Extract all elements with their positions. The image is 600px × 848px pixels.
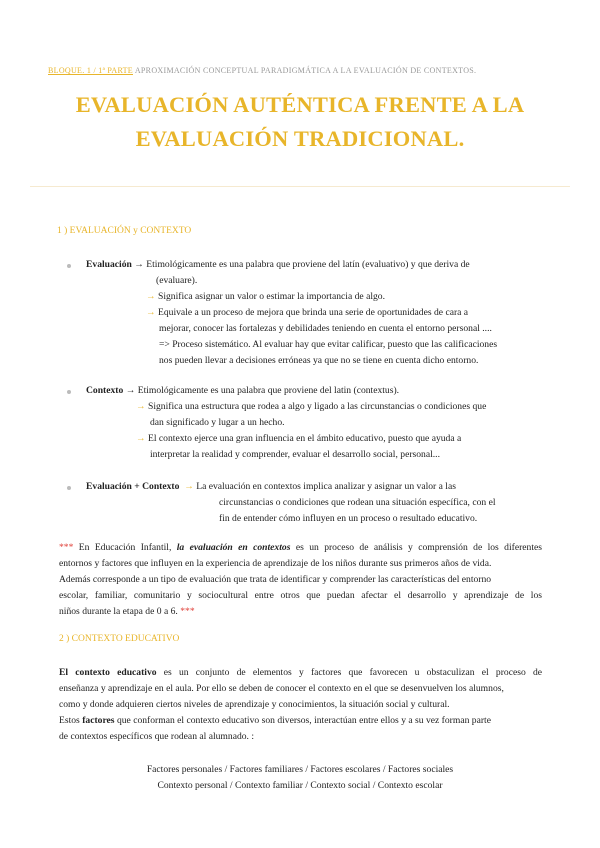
- arrow-icon: →: [136, 433, 146, 444]
- contexto-text: Etimológicamente es una palabra que proviene del latin (contextus).: [137, 385, 400, 396]
- contexto-sub-1-line-2: dan significado y lugar a un hecho.: [150, 417, 285, 428]
- header-title: APROXIMACIÓN CONCEPTUAL PARADIGMÁTICA A LA EVALUACIÓN DE CONTEXTOS.: [134, 66, 477, 75]
- stars-marker: ***: [59, 542, 74, 553]
- s2-p1-line-1: [59, 665, 542, 681]
- title-line-1: EVALUACIÓN AUTÉNTICA FRENTE A LA: [75, 92, 525, 117]
- bold-term: factores: [82, 715, 115, 726]
- evaluacion-text: Etimológicamente es una palabra que proviene del latín (evaluativo) y que deriva de: [146, 259, 470, 270]
- evaluacion-line-2: (evaluare).: [156, 275, 198, 286]
- combo-text: La evaluación en contextos implica analizar y asignar un valor a las: [196, 481, 456, 492]
- arrow-icon: →: [184, 481, 194, 492]
- sub-text: Significa una estructura que rodea a algo y ligado a las circunstancias o condiciones que: [148, 401, 487, 412]
- s2-p1-line-2: enseñanza y aprendizaje en el aula. Por ello se deben de conocer el contexto en el que se desenvuelven los alumnos,: [59, 683, 504, 694]
- s2-p2-line-1: [59, 713, 491, 729]
- divider: [30, 186, 570, 187]
- header-part: BLOQUE. 1 / 1ª PARTE: [48, 66, 133, 75]
- title-line-2: EVALUACIÓN TRADICIONAL.: [135, 126, 465, 151]
- note-line-2: entornos y factores que influyen en la experiencia de aprendizaje de los niños durante sus primeros años de vida.: [59, 558, 492, 569]
- s2-p1-line-3: como y donde adquieren ciertos niveles de aprendizaje y conocimientos, la situación social y cultural.: [59, 699, 450, 710]
- bold-term: El contexto educativo: [59, 667, 157, 678]
- contextos-list: Contexto personal / Contexto familiar / Contexto social / Contexto escolar: [157, 780, 443, 791]
- arrow-icon: →: [134, 259, 144, 270]
- evaluacion-sub-1: [146, 289, 385, 305]
- arrow-icon: →: [136, 401, 146, 412]
- section-1-heading: 1 ) EVALUACIÓN y CONTEXTO: [57, 226, 192, 236]
- contexto-sub-2-line-2: interpretar la realidad y comprender, evaluar el desarrollo social, personal...: [150, 449, 440, 460]
- bullet-dot: [67, 486, 71, 490]
- contexto-term: Contexto: [86, 385, 124, 396]
- combo-line-2: circunstancias o condiciones que rodean una situación específica, con el: [219, 497, 496, 508]
- evaluacion-line-1: [86, 257, 470, 273]
- s2-p2-line-2: de contextos específicos que rodean al alumnado. :: [59, 731, 255, 742]
- note-emphasis: la evaluación en contextos: [176, 542, 291, 553]
- p2-text: Estos: [59, 715, 80, 726]
- combo-term: Evaluación + Contexto: [86, 481, 180, 492]
- combo-line-1: [86, 479, 456, 495]
- stars-marker: ***: [180, 606, 195, 617]
- arrow-icon: →: [146, 307, 156, 318]
- evaluacion-sub-2-line-2: mejorar, conocer las fortalezas y debilidades teniendo en cuenta el entorno personal ....: [159, 323, 492, 334]
- contexto-line-1: [86, 383, 399, 399]
- bullet-dot: [67, 390, 71, 394]
- note-line-1: [59, 540, 542, 556]
- note-text: En Educación Infantil,: [78, 542, 172, 553]
- bullet-dot: [67, 264, 71, 268]
- sub-text: Equivale a un proceso de mejora que brinda una serie de oportunidades de cara a: [158, 307, 469, 318]
- page-title: [0, 88, 600, 156]
- note-text: niños durante la etapa de 0 a 6.: [59, 606, 178, 617]
- factores-list: Factores personales / Factores familiares / Factores escolares / Factores sociales: [146, 764, 454, 775]
- p2-text: que conforman el contexto educativo son diversos, interactúan entre ellos y a su vez forman parte: [116, 715, 491, 726]
- evaluacion-sub-2-line-3: => Proceso sistemático. Al evaluar hay que evitar calificar, puesto que las calificaciones: [159, 339, 498, 350]
- arrow-icon: →: [125, 385, 136, 396]
- contexto-sub-1: [136, 399, 486, 415]
- page-header: [48, 66, 476, 75]
- combo-line-3: fin de entender cómo influyen en un proceso o resultado educativo.: [219, 513, 478, 524]
- evaluacion-term: Evaluación: [86, 259, 132, 270]
- arrow-icon: →: [146, 291, 156, 302]
- note-line-4: escolar, familiar, comunitario y sociocultural entre otros que puedan afectar el desarrollo y aprendizaje de los: [59, 590, 542, 601]
- evaluacion-sub-2: [146, 305, 468, 321]
- section-2-heading: 2 ) CONTEXTO EDUCATIVO: [59, 634, 180, 644]
- note-line-5: [59, 604, 195, 620]
- sub-text: El contexto ejerce una gran influencia en el ámbito educativo, puesto que ayuda a: [148, 433, 462, 444]
- evaluacion-sub-2-line-4: nos pueden llevar a decisiones erróneas ya que no se tiene en cuenta dicho entorno.: [159, 355, 479, 366]
- note-text: es un proceso de análisis y comprensión de los diferentes: [295, 542, 542, 553]
- p1-text: es un conjunto de elementos y factores que favorecen u obstaculizan el proceso de: [163, 667, 543, 678]
- note-line-3: Además corresponde a un tipo de evaluación que trata de identificar y comprender las características del entorno: [59, 574, 492, 585]
- sub-text: Significa asignar un valor o estimar la importancia de algo.: [158, 291, 385, 302]
- contexto-sub-2: [136, 431, 461, 447]
